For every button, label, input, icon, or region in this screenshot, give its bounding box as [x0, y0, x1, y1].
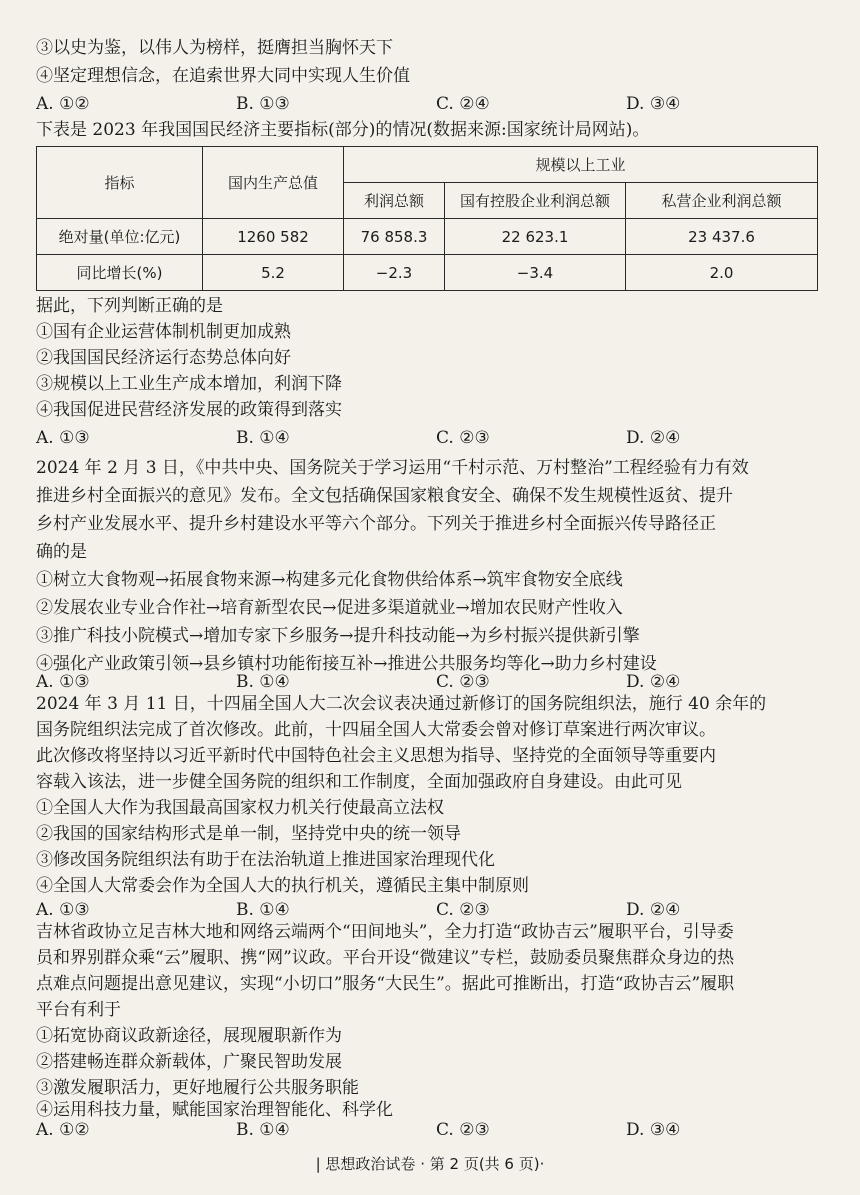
- header-profit: 利润总额: [344, 183, 445, 219]
- answer-choices: [36, 670, 836, 694]
- answer-choices: [36, 92, 836, 116]
- header-gdp: 国内生产总值: [203, 147, 344, 219]
- choice-d: D. ②④: [626, 672, 681, 692]
- cell-profit: −2.3: [344, 255, 445, 291]
- row-label: 同比增长(%): [37, 255, 203, 291]
- question-text-line: 容载入该法，进一步健全国务院的组织和工作制度，全面加强政府自身建设。由此可见: [36, 772, 682, 792]
- choice-d: D. ③④: [626, 1120, 681, 1140]
- choice-a: A. ①③: [36, 428, 90, 448]
- choice-d: D. ②④: [626, 900, 681, 920]
- option-statement-2: ②搭建畅连群众新载体，广聚民智助发展: [36, 1052, 342, 1072]
- choice-b: B. ①③: [236, 94, 290, 114]
- cell-private-profit: 2.0: [626, 255, 818, 291]
- table-row: [37, 219, 818, 255]
- cell-profit: 76 858.3: [344, 219, 445, 255]
- header-state-profit: 国有控股企业利润总额: [445, 183, 626, 219]
- option-statement-3: ③激发履职活力，更好地履行公共服务职能: [36, 1078, 359, 1098]
- choice-c: C. ②④: [436, 94, 490, 114]
- answer-choices: [36, 426, 836, 450]
- cell-gdp: 1260 582: [203, 219, 344, 255]
- cell-private-profit: 23 437.6: [626, 219, 818, 255]
- question-text-line: 员和界别群众乘“云”履职、携“网”议政。平台开设“微建议”专栏，鼓励委员聚焦群众身边的热: [36, 948, 735, 968]
- option-statement-1: ①全国人大作为我国最高国家权力机关行使最高立法权: [36, 798, 444, 818]
- option-statement-2: ②我国国民经济运行态势总体向好: [36, 348, 291, 368]
- choice-a: A. ①②: [36, 1120, 90, 1140]
- question-text-line: 2024 年 3 月 11 日，十四届全国人大二次会议表决通过新修订的国务院组织法，施行 40 余年的: [36, 694, 767, 714]
- question-text-line: 确的是: [36, 542, 87, 562]
- option-statement-1: ①国有企业运营体制机制更加成熟: [36, 322, 291, 342]
- choice-b: B. ①④: [236, 428, 290, 448]
- option-statement-4: ④坚定理想信念，在追索世界大同中实现人生价值: [36, 66, 410, 86]
- answer-choices: [36, 898, 836, 922]
- option-statement-4: ④全国人大常委会作为全国人大的执行机关，遵循民主集中制原则: [36, 876, 529, 896]
- choice-c: C. ②③: [436, 900, 490, 920]
- option-statement-1: ①树立大食物观→拓展食物来源→构建多元化食物供给体系→筑牢食物安全底线: [36, 570, 623, 590]
- cell-state-profit: 22 623.1: [445, 219, 626, 255]
- option-statement-3: ③以史为鉴，以伟人为榜样，挺膺担当胸怀天下: [36, 38, 393, 58]
- choice-d: D. ②④: [626, 428, 681, 448]
- header-industry: 规模以上工业: [344, 147, 818, 183]
- choice-c: C. ②③: [436, 672, 490, 692]
- choice-a: A. ①③: [36, 672, 90, 692]
- option-statement-3: ③规模以上工业生产成本增加，利润下降: [36, 374, 342, 394]
- option-statement-4: ④强化产业政策引领→县乡镇村功能衔接互补→推进公共服务均等化→助力乡村建设: [36, 654, 657, 674]
- choice-c: C. ②③: [436, 428, 490, 448]
- question-text-line: 2024 年 2 月 3 日，《中共中央、国务院关于学习运用“千村示范、万村整治”工程经验有力有效: [36, 458, 749, 478]
- choice-c: C. ②③: [436, 1120, 490, 1140]
- question-text-line: 推进乡村全面振兴的意见》发布。全文包括确保国家粮食安全、确保不发生规模性返贫、提升: [36, 486, 733, 506]
- choice-a: A. ①②: [36, 94, 90, 114]
- choice-b: B. ①④: [236, 1120, 290, 1140]
- option-statement-1: ①拓宽协商议政新途径，展现履职新作为: [36, 1026, 342, 1046]
- header-indicator: 指标: [37, 147, 203, 219]
- choice-b: B. ①④: [236, 672, 290, 692]
- option-statement-2: ②发展农业专业合作社→培育新型农民→促进多渠道就业→增加农民财产性收入: [36, 598, 623, 618]
- option-statement-4: ④我国促进民营经济发展的政策得到落实: [36, 400, 342, 420]
- question-text-line: 吉林省政协立足吉林大地和网络云端两个“田间地头”，全力打造“政协吉云”履职平台，引导委: [36, 922, 734, 942]
- question-stem: 据此，下列判断正确的是: [36, 296, 223, 316]
- page-footer: | 思想政治试卷 · 第 2 页(共 6 页)·: [315, 1155, 545, 1173]
- cell-gdp: 5.2: [203, 255, 344, 291]
- question-text-line: 平台有利于: [36, 1000, 121, 1020]
- question-text-line: 国务院组织法完成了首次修改。此前，十四届全国人大常委会曾对修订草案进行两次审议。: [36, 720, 716, 740]
- question-text-line: 此次修改将坚持以习近平新时代中国特色社会主义思想为指导、坚持党的全面领导等重要内: [36, 746, 716, 766]
- row-label: 绝对量(单位:亿元): [37, 219, 203, 255]
- answer-choices: [36, 1118, 836, 1142]
- choice-a: A. ①③: [36, 900, 90, 920]
- question-text-line: 点难点问题提出意见建议，实现“小切口”服务“大民生”。据此可推断出，打造“政协吉云”履职: [36, 974, 735, 994]
- option-statement-3: ③修改国务院组织法有助于在法治轨道上推进国家治理现代化: [36, 850, 495, 870]
- table-intro: 下表是 2023 年我国国民经济主要指标(部分)的情况(数据来源:国家统计局网站)。: [36, 120, 650, 140]
- economic-indicators-table: [36, 146, 818, 291]
- header-private-profit: 私营企业利润总额: [626, 183, 818, 219]
- option-statement-3: ③推广科技小院模式→增加专家下乡服务→提升科技动能→为乡村振兴提供新引擎: [36, 626, 640, 646]
- table-row: [37, 255, 818, 291]
- choice-b: B. ①④: [236, 900, 290, 920]
- option-statement-4: ④运用科技力量，赋能国家治理智能化、科学化: [36, 1100, 393, 1120]
- table-header-row: [37, 147, 818, 183]
- option-statement-2: ②我国的国家结构形式是单一制，坚持党中央的统一领导: [36, 824, 461, 844]
- choice-d: D. ③④: [626, 94, 681, 114]
- cell-state-profit: −3.4: [445, 255, 626, 291]
- question-text-line: 乡村产业发展水平、提升乡村建设水平等六个部分。下列关于推进乡村全面振兴传导路径正: [36, 514, 716, 534]
